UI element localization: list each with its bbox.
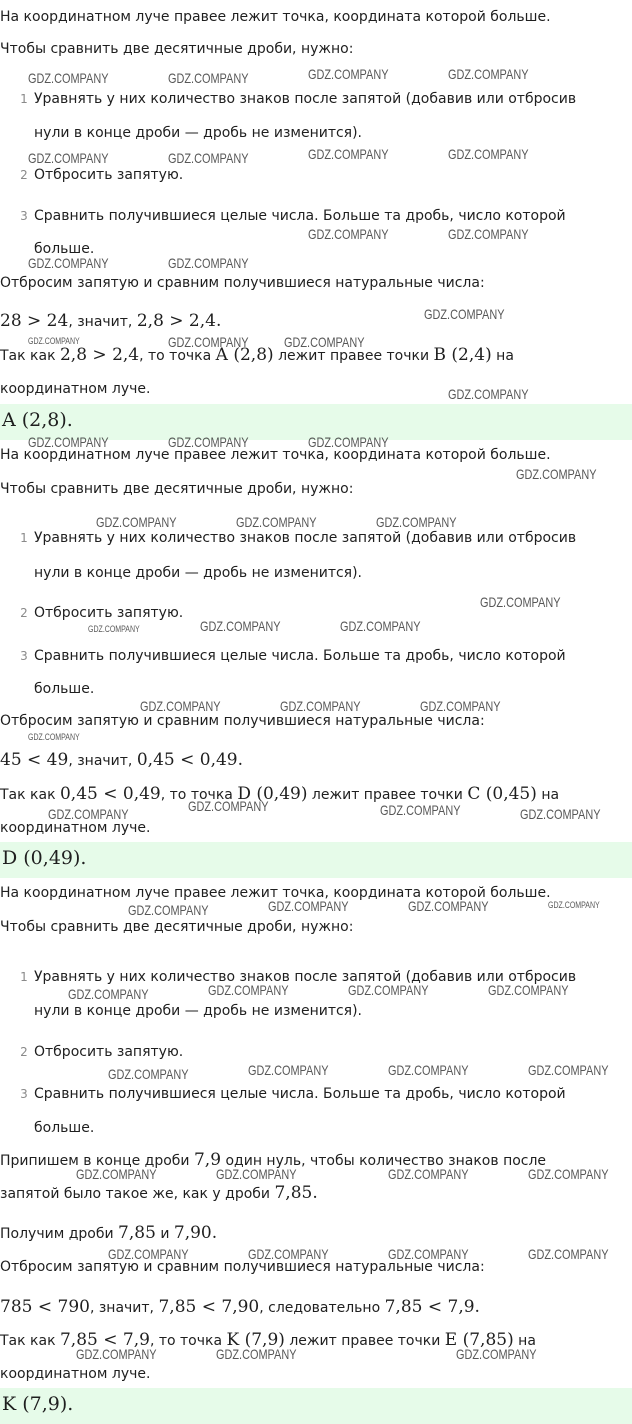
step-3 xyxy=(0,1085,566,1103)
point-statement-end: координатном луче. xyxy=(0,1366,151,1382)
step-3-continuation: больше. xyxy=(34,1120,95,1136)
watermark: GDZ.COMPANY xyxy=(448,66,529,82)
watermark: GDZ.COMPANY xyxy=(388,1166,469,1182)
step-number: 3 xyxy=(20,649,28,663)
watermark: GDZ.COMPANY xyxy=(348,982,429,998)
intro-text: На координатном луче правее лежит точка, координата которой больше. xyxy=(0,9,551,25)
watermark: GDZ.COMPANY xyxy=(448,146,529,162)
watermark: GDZ.COMPANY xyxy=(376,514,457,530)
watermark: GDZ.COMPANY xyxy=(280,698,361,714)
watermark: GDZ.COMPANY xyxy=(76,1346,157,1362)
watermark: GDZ.COMPANY xyxy=(308,434,389,450)
point-statement: Так как 2,8 > 2,4, то точка A (2,8) лежит правее точки B (2,4) на xyxy=(0,345,514,365)
step-text: Уравнять у них количество знаков после запятой (добавив или отбросив xyxy=(34,91,577,107)
watermark: GDZ.COMPANY xyxy=(168,434,249,450)
step-1-continuation: нули в конце дроби — дробь не изменится). xyxy=(34,1003,363,1019)
watermark: GDZ.COMPANY xyxy=(308,146,389,162)
comparison-line: 28 > 24, значит, 2,8 > 2,4. xyxy=(0,311,222,331)
watermark: GDZ.COMPANY xyxy=(96,514,177,530)
answer-text: D (0,49). xyxy=(2,847,87,869)
step-number: 1 xyxy=(20,92,28,106)
point-label: C (0,45) xyxy=(467,784,537,804)
watermark: GDZ.COMPANY xyxy=(420,698,501,714)
watermark: GDZ.COMPANY xyxy=(408,898,489,914)
point-label: E (7,85) xyxy=(444,1330,514,1350)
watermark: GDZ.COMPANY xyxy=(216,1346,297,1362)
watermark: GDZ.COMPANY xyxy=(520,806,601,822)
point-statement: Так как 0,45 < 0,49, то точка D (0,49) лежит правее точки C (0,45) на xyxy=(0,784,560,804)
watermark: GDZ.COMPANY xyxy=(248,1062,329,1078)
watermark: GDZ.COMPANY xyxy=(28,255,109,271)
watermark: GDZ.COMPANY xyxy=(388,1246,469,1262)
watermark: GDZ.COMPANY xyxy=(268,898,349,914)
math-expression: 2,8 > 2,4. xyxy=(136,311,222,331)
point-statement: Так как 7,85 < 7,9, то точка K (7,9) лежит правее точки E (7,85) на xyxy=(0,1330,536,1350)
answer-box xyxy=(0,842,632,878)
watermark: GDZ.COMPANY xyxy=(388,1062,469,1078)
step-text: Сравнить получившиеся целые числа. Больше та дробь, число которой xyxy=(34,1086,566,1102)
watermark: GDZ.COMPANY xyxy=(108,1246,189,1262)
point-label: A (2,8) xyxy=(215,345,274,365)
watermark: GDZ.COMPANY xyxy=(380,802,461,818)
step-3 xyxy=(0,647,566,665)
watermark: GDZ.COMPANY xyxy=(28,70,109,86)
watermark: GDZ.COMPANY xyxy=(308,66,389,82)
watermark: GDZ.COMPANY xyxy=(308,226,389,242)
comparison-line: 45 < 49, значит, 0,45 < 0,49. xyxy=(0,750,244,770)
rule-title: Чтобы сравнить две десятичные дроби, нужно: xyxy=(0,919,354,935)
watermark: GDZ.COMPANY xyxy=(448,226,529,242)
watermark: GDZ.COMPANY xyxy=(236,514,317,530)
watermark: GDZ.COMPANY xyxy=(76,1166,157,1182)
step-3-continuation: больше. xyxy=(34,241,95,257)
watermark: GDZ.COMPANY xyxy=(248,1246,329,1262)
step-3 xyxy=(0,207,566,225)
watermark: GDZ.COMPANY xyxy=(188,798,269,814)
step-number: 2 xyxy=(20,606,28,620)
watermark: GDZ.COMPANY xyxy=(128,902,209,918)
watermark: GDZ.COMPANY xyxy=(168,255,249,271)
watermark: GDZ.COMPANY xyxy=(28,336,80,346)
point-label: B (2,4) xyxy=(433,345,492,365)
step-1-continuation: нули в конце дроби — дробь не изменится). xyxy=(34,565,363,581)
step-2 xyxy=(0,604,183,622)
step-text: Отбросить запятую. xyxy=(34,605,184,621)
step-1-continuation: нули в конце дроби — дробь не изменится). xyxy=(34,125,363,141)
watermark: GDZ.COMPANY xyxy=(68,986,149,1002)
drop-comma-text: Отбросим запятую и сравним получившиеся натуральные числа: xyxy=(0,1259,485,1275)
watermark: GDZ.COMPANY xyxy=(448,386,529,402)
watermark: GDZ.COMPANY xyxy=(168,150,249,166)
step-text: Отбросить запятую. xyxy=(34,167,184,183)
step-text: Уравнять у них количество знаков после запятой (добавив или отбросив xyxy=(34,530,577,546)
step-text: Отбросить запятую. xyxy=(34,1044,184,1060)
watermark: GDZ.COMPANY xyxy=(28,434,109,450)
step-number: 1 xyxy=(20,970,28,984)
point-label: K (7,9) xyxy=(226,1330,285,1350)
step-3-continuation: больше. xyxy=(34,681,95,697)
answer-box xyxy=(0,1388,632,1424)
watermark: GDZ.COMPANY xyxy=(48,806,129,822)
intro-text: На координатном луче правее лежит точка, координата которой больше. xyxy=(0,447,551,463)
watermark: GDZ.COMPANY xyxy=(108,1066,189,1082)
step-2 xyxy=(0,1043,183,1061)
watermark: GDZ.COMPANY xyxy=(528,1166,609,1182)
padding-text: Припишем в конце дроби 7,9 один нуль, чтобы количество знаков после xyxy=(0,1150,547,1170)
step-text: Сравнить получившиеся целые числа. Больше та дробь, число которой xyxy=(34,648,566,664)
watermark: GDZ.COMPANY xyxy=(488,982,569,998)
drop-comma-text: Отбросим запятую и сравним получившиеся натуральные числа: xyxy=(0,713,485,729)
watermark: GDZ.COMPANY xyxy=(28,732,80,742)
watermark: GDZ.COMPANY xyxy=(516,466,597,482)
rule-title: Чтобы сравнить две десятичные дроби, нужно: xyxy=(0,41,354,57)
watermark: GDZ.COMPANY xyxy=(456,1346,537,1362)
watermark: GDZ.COMPANY xyxy=(548,900,600,910)
step-1 xyxy=(0,529,576,547)
math-expression: 7,85 < 7,90 xyxy=(158,1297,260,1317)
watermark: GDZ.COMPANY xyxy=(28,150,109,166)
math-expression: 7,85 < 7,9. xyxy=(384,1297,480,1317)
step-number: 3 xyxy=(20,209,28,223)
watermark: GDZ.COMPANY xyxy=(340,618,421,634)
point-statement-end: координатном луче. xyxy=(0,381,151,397)
point-statement-end: координатном луче. xyxy=(0,820,151,836)
watermark: GDZ.COMPANY xyxy=(424,306,505,322)
step-number: 3 xyxy=(20,1087,28,1101)
comparison-line: 785 < 790, значит, 7,85 < 7,90, следовательно 7,85 < 7,9. xyxy=(0,1297,480,1317)
step-number: 2 xyxy=(20,168,28,182)
step-number: 1 xyxy=(20,531,28,545)
got-fractions-text: Получим дроби 7,85 и 7,90. xyxy=(0,1223,218,1243)
watermark: GDZ.COMPANY xyxy=(528,1062,609,1078)
answer-text: K (7,9). xyxy=(2,1393,74,1415)
padding-text-end: запятой было такое же, как у дроби 7,85. xyxy=(0,1183,318,1203)
watermark: GDZ.COMPANY xyxy=(284,334,365,350)
watermark: GDZ.COMPANY xyxy=(140,698,221,714)
math-expression: 0,45 < 0,49. xyxy=(136,750,244,770)
math-expression: 785 < 790 xyxy=(0,1297,90,1317)
watermark: GDZ.COMPANY xyxy=(88,624,140,634)
watermark: GDZ.COMPANY xyxy=(480,594,561,610)
point-label: D (0,49) xyxy=(237,784,308,804)
step-text: Сравнить получившиеся целые числа. Больше та дробь, число которой xyxy=(34,208,566,224)
math-expression: 45 < 49 xyxy=(0,750,69,770)
step-text: Уравнять у них количество знаков после запятой (добавив или отбросив xyxy=(34,969,577,985)
watermark: GDZ.COMPANY xyxy=(168,70,249,86)
step-number: 2 xyxy=(20,1045,28,1059)
step-1 xyxy=(0,90,576,108)
answer-text: A (2,8). xyxy=(2,409,73,431)
drop-comma-text: Отбросим запятую и сравним получившиеся натуральные числа: xyxy=(0,275,485,291)
watermark: GDZ.COMPANY xyxy=(216,1166,297,1182)
watermark: GDZ.COMPANY xyxy=(200,618,281,634)
step-2 xyxy=(0,166,183,184)
rule-title: Чтобы сравнить две десятичные дроби, нужно: xyxy=(0,481,354,497)
watermark: GDZ.COMPANY xyxy=(168,334,249,350)
intro-text: На координатном луче правее лежит точка, координата которой больше. xyxy=(0,885,551,901)
watermark: GDZ.COMPANY xyxy=(528,1246,609,1262)
math-expression: 28 > 24 xyxy=(0,311,69,331)
watermark: GDZ.COMPANY xyxy=(208,982,289,998)
